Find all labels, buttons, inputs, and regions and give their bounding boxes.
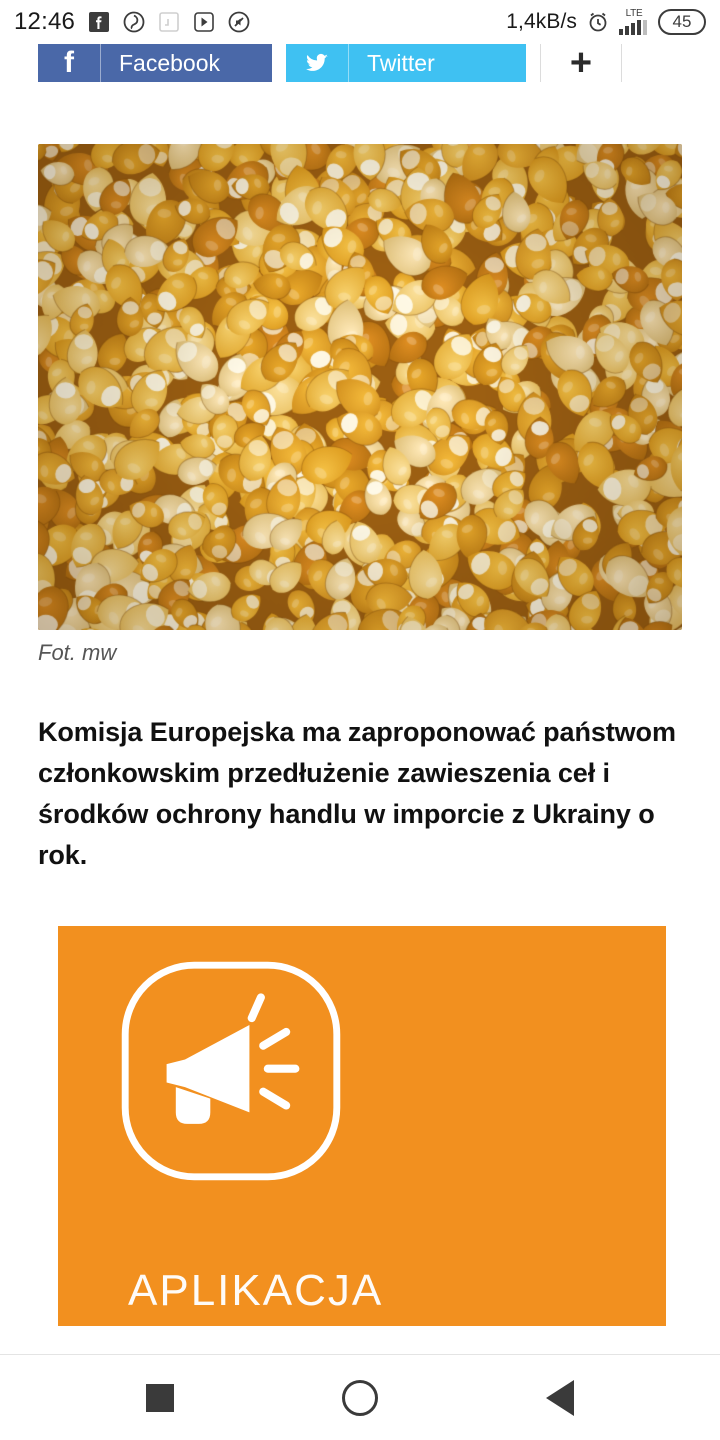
- article-photo-container: [0, 82, 720, 630]
- triangle-icon: [546, 1380, 574, 1416]
- status-clock: 12:46: [14, 8, 76, 35]
- download-icon: [157, 10, 181, 34]
- share-more-button[interactable]: +: [540, 44, 622, 82]
- signal-bars-icon: [619, 19, 649, 35]
- app-promo-banner[interactable]: [58, 926, 666, 1326]
- home-button[interactable]: [330, 1368, 390, 1428]
- recents-button[interactable]: [130, 1368, 190, 1428]
- share-twitter-label: Twitter: [367, 49, 435, 76]
- battery-level-text: 45: [672, 12, 692, 31]
- app-promo-title: APLIKACJA: [128, 1266, 384, 1316]
- alarm-icon: [586, 10, 610, 34]
- facebook-icon: [87, 10, 111, 34]
- circle-icon: [342, 1380, 378, 1416]
- status-bar: [0, 0, 720, 44]
- status-bar-left: [14, 8, 251, 36]
- network-speed-text: 1,4kB/s: [506, 10, 577, 33]
- browser-icon: [122, 10, 146, 34]
- facebook-glyph-icon: f: [64, 46, 74, 79]
- signal-type-label: LTE: [625, 8, 643, 19]
- megaphone-icon: [116, 956, 346, 1186]
- back-button[interactable]: [530, 1368, 590, 1428]
- play-store-icon: [192, 10, 216, 34]
- status-notification-icons: [87, 10, 251, 34]
- share-twitter-button[interactable]: [286, 44, 526, 82]
- webpage-content[interactable]: [0, 44, 720, 1354]
- app-promo-container[interactable]: [0, 876, 720, 1326]
- signal-indicator: [619, 9, 649, 35]
- share-facebook-label: Facebook: [119, 49, 221, 76]
- photo-caption: Fot. mw: [38, 640, 117, 665]
- status-bar-right: [506, 9, 706, 35]
- mute-icon: [227, 10, 251, 34]
- corn-kernels-image: [38, 144, 682, 630]
- square-icon: [146, 1384, 174, 1412]
- article-photo: [38, 144, 682, 630]
- article-lead-paragraph: Komisja Europejska ma zaproponować państwom członkowskim przedłużenie zawieszenia ceł i środków ochrony handlu w imporcie z Ukrainy o rok.: [38, 717, 676, 871]
- battery-indicator: [658, 9, 706, 35]
- twitter-glyph-icon: [286, 44, 348, 82]
- android-navigation-bar: [0, 1354, 720, 1440]
- share-facebook-button[interactable]: [38, 44, 272, 82]
- social-share-bar: [0, 44, 720, 82]
